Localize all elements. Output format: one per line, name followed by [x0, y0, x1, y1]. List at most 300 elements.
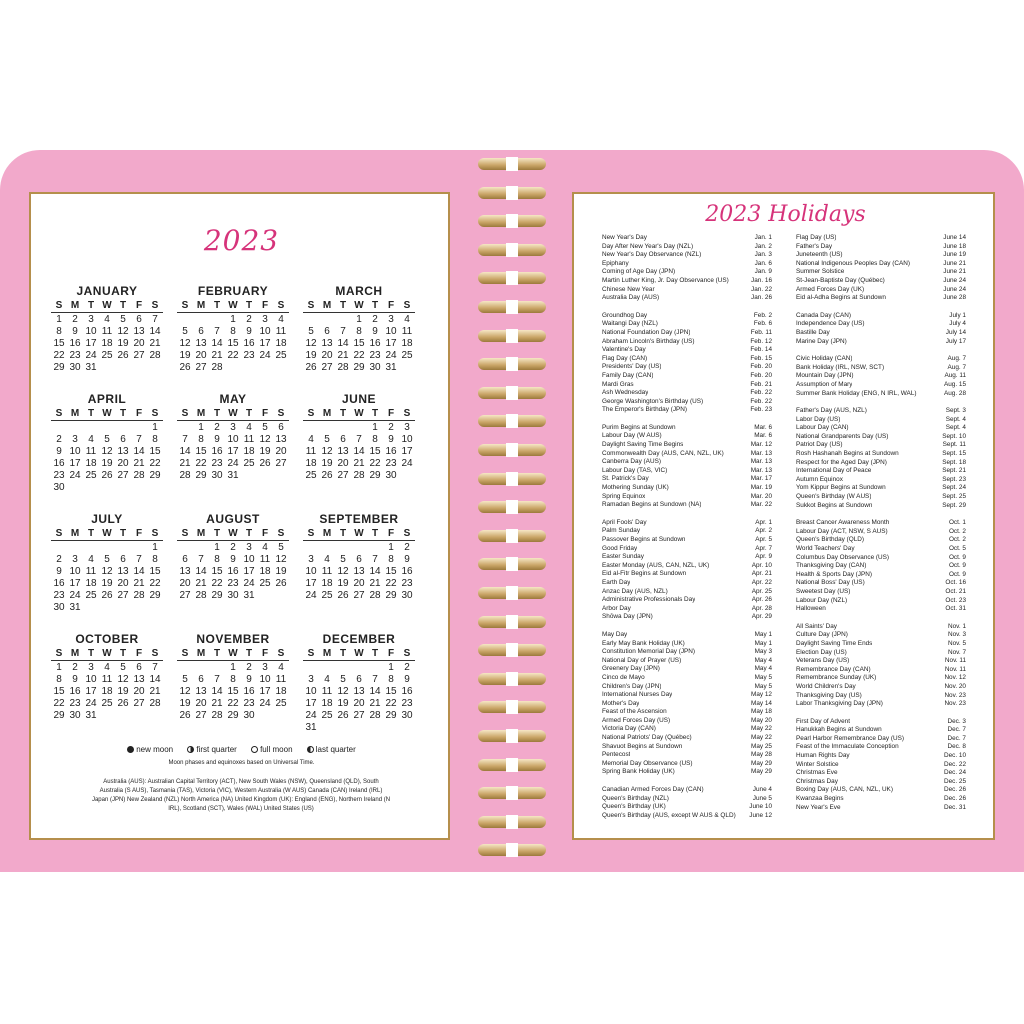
- holiday-row: [602, 613, 772, 622]
- holiday-row: [796, 752, 966, 761]
- day-cell: 12: [305, 338, 317, 349]
- legend-first-quarter: first quarter: [187, 745, 236, 754]
- day-cell: 22: [53, 698, 65, 709]
- holiday-row: [602, 786, 772, 795]
- day-cell: 7: [152, 662, 158, 673]
- day-cell: 28: [195, 590, 207, 601]
- holiday-row: [602, 768, 772, 777]
- day-cell: 18: [275, 338, 287, 349]
- holiday-date: Mar. 20: [750, 492, 772, 500]
- holiday-row: [796, 364, 966, 373]
- holiday-date: Jan. 2: [754, 242, 772, 250]
- holiday-name: Mothering Sunday (UK): [602, 484, 669, 492]
- day-cell: 8: [388, 674, 394, 685]
- empty-cell: [303, 662, 319, 674]
- holiday-name: Father's Day: [796, 242, 833, 250]
- weekday-label: S: [277, 408, 285, 419]
- day-cell: 21: [211, 350, 223, 361]
- empty-cell: [303, 314, 319, 326]
- day-cell: 9: [56, 446, 62, 457]
- month-october: [51, 632, 163, 734]
- day-cell: 5: [340, 554, 346, 565]
- holiday-date: Feb. 21: [750, 380, 772, 388]
- day-cell: 9: [56, 566, 62, 577]
- day-cell: 13: [337, 446, 349, 457]
- day-cell: 8: [152, 554, 158, 565]
- day-cell: 10: [85, 674, 97, 685]
- weekday-label: T: [245, 300, 253, 311]
- holiday-name: Summer Bank Holiday (ENG, N IRL, WAL): [796, 389, 917, 397]
- day-cell: 25: [275, 698, 287, 709]
- day-cell: 27: [275, 458, 287, 469]
- holiday-row: [796, 407, 966, 416]
- holiday-date: Oct. 5: [948, 545, 966, 552]
- holiday-month-group: [796, 519, 966, 614]
- day-cell: 19: [337, 698, 349, 709]
- day-cell: 7: [372, 674, 378, 685]
- day-cell: 4: [104, 662, 110, 673]
- holiday-row: [796, 597, 966, 606]
- day-cell: 8: [388, 554, 394, 565]
- holiday-date: Mar. 17: [750, 475, 772, 483]
- empty-cell: [83, 542, 99, 554]
- day-cell: 20: [133, 338, 145, 349]
- day-cell: 27: [117, 590, 129, 601]
- holiday-name: National Patriots' Day (Québec): [602, 734, 692, 742]
- holiday-row: [796, 769, 966, 778]
- weekday-header: [303, 648, 415, 661]
- empty-cell: [177, 662, 193, 674]
- day-cell: 9: [230, 554, 236, 565]
- holiday-date: Aug. 11: [944, 372, 966, 380]
- day-cell: 9: [404, 554, 410, 565]
- holiday-date: May 29: [751, 768, 772, 776]
- holiday-month-group: [602, 234, 772, 303]
- empty-cell: [131, 542, 147, 554]
- day-cell: 23: [69, 698, 81, 709]
- day-cell: 2: [246, 662, 252, 673]
- holiday-date: Sept. 18: [942, 458, 966, 466]
- day-cell: 4: [246, 422, 252, 433]
- holiday-row: [602, 545, 772, 554]
- month-september: [303, 512, 415, 614]
- day-cell: 16: [53, 578, 65, 589]
- holiday-row: [796, 778, 966, 787]
- holiday-name: Sweetest Day (US): [796, 587, 851, 595]
- weekday-label: S: [55, 528, 63, 539]
- day-cell: 2: [388, 422, 394, 433]
- day-cell: 31: [85, 710, 97, 721]
- holiday-row: [602, 234, 772, 243]
- day-cell: 24: [85, 350, 97, 361]
- weekday-label: W: [354, 528, 364, 539]
- day-cell: 28: [369, 590, 381, 601]
- holiday-row: [796, 666, 966, 675]
- day-cell: 19: [101, 458, 113, 469]
- holiday-name: Daylight Saving Time Ends: [796, 639, 873, 647]
- day-cell: 21: [337, 350, 349, 361]
- holiday-date: Mar. 6: [754, 432, 772, 440]
- day-cell: 20: [353, 698, 365, 709]
- day-cell: 3: [230, 422, 236, 433]
- day-cell: 29: [53, 710, 65, 721]
- holiday-name: Palm Sunday: [602, 527, 641, 535]
- day-cell: 16: [69, 338, 81, 349]
- weekday-label: T: [371, 408, 379, 419]
- holiday-row: [602, 674, 772, 683]
- holiday-row: [602, 406, 772, 415]
- day-cell: 11: [101, 674, 113, 685]
- day-cell: 23: [243, 350, 255, 361]
- month-july: [51, 512, 163, 614]
- holiday-row: [602, 751, 772, 760]
- holiday-row: [602, 700, 772, 709]
- day-cell: 4: [308, 434, 314, 445]
- holiday-date: May 22: [751, 725, 772, 733]
- holiday-row: [602, 631, 772, 640]
- day-cell: 24: [69, 470, 81, 481]
- holiday-row: [796, 286, 966, 295]
- holiday-date: Oct. 21: [945, 587, 966, 595]
- day-cell: 1: [214, 542, 220, 553]
- holiday-row: [602, 475, 772, 484]
- weekday-label: M: [196, 528, 206, 539]
- day-cell: 20: [133, 686, 145, 697]
- spiral-binding: [478, 158, 546, 870]
- day-cell: 30: [227, 590, 239, 601]
- spiral-ring: [478, 673, 546, 686]
- holiday-date: Nov. 20: [944, 682, 966, 690]
- holiday-name: Columbus Day Observance (US): [796, 553, 890, 561]
- empty-cell: [83, 422, 99, 434]
- day-cell: 20: [117, 578, 129, 589]
- day-cell: 11: [243, 434, 255, 445]
- weekday-label: T: [119, 300, 127, 311]
- holiday-name: The Emperor's Birthday (JPN): [602, 406, 688, 414]
- holiday-row: [602, 605, 772, 614]
- day-cell: 1: [152, 422, 158, 433]
- day-cell: 10: [385, 326, 397, 337]
- holiday-name: Armed Forces Day (UK): [796, 285, 865, 293]
- holiday-row: [602, 493, 772, 502]
- day-cell: 17: [69, 578, 81, 589]
- weekday-label: S: [55, 300, 63, 311]
- day-cell: 25: [401, 350, 413, 361]
- day-cell: 21: [195, 578, 207, 589]
- month-name: MAY: [219, 392, 247, 406]
- day-cell: 12: [337, 686, 349, 697]
- day-cell: 26: [337, 710, 349, 721]
- holiday-row: [796, 338, 966, 347]
- holiday-name: Eid al-Fitr Begins at Sundown: [602, 570, 687, 578]
- weekday-label: T: [213, 408, 221, 419]
- weekday-label: F: [261, 300, 269, 311]
- holiday-name: Easter Sunday: [602, 553, 644, 561]
- holidays-title: 2023 Holidays: [705, 202, 866, 227]
- day-cell: 14: [179, 446, 191, 457]
- holiday-name: National Boss' Day (US): [796, 579, 865, 587]
- holiday-date: June 19: [943, 251, 966, 259]
- empty-cell: [351, 422, 367, 434]
- holiday-row: [796, 640, 966, 649]
- day-cell: 1: [152, 542, 158, 553]
- holiday-row: [602, 338, 772, 347]
- holiday-date: May 4: [754, 665, 772, 673]
- holiday-date: Sept. 4: [945, 424, 966, 432]
- day-cell: 3: [262, 662, 268, 673]
- day-cell: 25: [321, 710, 333, 721]
- day-cell: 10: [85, 326, 97, 337]
- holiday-row: [602, 596, 772, 605]
- day-cell: 31: [85, 362, 97, 373]
- holiday-date: June 4: [752, 786, 772, 794]
- day-cell: 13: [133, 674, 145, 685]
- legend-last-quarter: last quarter: [307, 745, 356, 754]
- holiday-name: Commonwealth Day (AUS, CAN, NZL, UK): [602, 449, 724, 457]
- holiday-name: Day After New Year's Day (NZL): [602, 242, 694, 250]
- day-cell: 7: [214, 326, 220, 337]
- holiday-row: [602, 519, 772, 528]
- weekday-label: M: [196, 300, 206, 311]
- day-cell: 25: [85, 590, 97, 601]
- day-cell: 18: [305, 458, 317, 469]
- holiday-date: Oct. 9: [948, 553, 966, 561]
- day-cell: 19: [305, 350, 317, 361]
- day-cell: 31: [227, 470, 239, 481]
- holiday-row: [602, 268, 772, 277]
- weekday-label: T: [245, 528, 253, 539]
- day-cell: 9: [246, 674, 252, 685]
- month-name: SEPTEMBER: [319, 512, 399, 526]
- holiday-name: Breast Cancer Awareness Month: [796, 519, 890, 527]
- day-cell: 28: [211, 710, 223, 721]
- holiday-row: [796, 718, 966, 727]
- day-cell: 19: [321, 458, 333, 469]
- day-cell: 26: [101, 470, 113, 481]
- holiday-month-group: [602, 312, 772, 415]
- day-cell: 25: [259, 578, 271, 589]
- holiday-name: National Day of Prayer (US): [602, 656, 682, 664]
- day-cell: 13: [133, 326, 145, 337]
- holiday-name: Passover Begins at Sundown: [602, 536, 686, 543]
- day-cell: 26: [179, 710, 191, 721]
- holiday-date: May 25: [751, 742, 772, 750]
- day-cell: 15: [227, 338, 239, 349]
- weekday-label: T: [339, 408, 347, 419]
- weekday-label: F: [387, 300, 395, 311]
- holiday-date: Apr. 25: [751, 587, 772, 595]
- holiday-name: Eid al-Adha Begins at Sundown: [796, 294, 886, 302]
- holiday-row: [796, 631, 966, 640]
- region-abbreviations: Australia (AUS): Australian Capital Territory (ACT), New South Wales (NSW), Queensland (QLD), South Australia (S AUS), Tasmania (TAS), Victoria (VIC), Western Australia (W AUS) Canada (CAN) Ireland (IRL) Japan (JPN) New Zealand (NZL) North America (NA) United Kingdom (UK): England (ENG), Northern Ireland (N IRL), Scotland (SCT), Wales (WAL) United States (US): [91, 779, 391, 812]
- day-cell: 20: [195, 350, 207, 361]
- day-cell: 30: [69, 710, 81, 721]
- day-cell: 24: [259, 698, 271, 709]
- day-cell: 1: [230, 314, 236, 325]
- day-cell: 25: [101, 350, 113, 361]
- day-cell: 9: [72, 326, 78, 337]
- month-name: MARCH: [335, 284, 383, 298]
- holiday-name: Thanksgiving Day (CAN): [796, 562, 867, 570]
- empty-cell: [131, 422, 147, 434]
- holiday-name: Shavuot Begins at Sundown: [602, 742, 683, 750]
- day-cell: 18: [243, 446, 255, 457]
- holiday-row: [796, 795, 966, 804]
- spiral-ring: [478, 272, 546, 285]
- empty-cell: [209, 314, 225, 326]
- holiday-name: Administrative Professionals Day: [602, 596, 696, 604]
- day-cell: 19: [179, 698, 191, 709]
- weekday-label: F: [135, 648, 143, 659]
- day-cell: 2: [72, 662, 78, 673]
- weekday-label: S: [181, 648, 189, 659]
- holiday-name: Patriot Day (US): [796, 441, 843, 449]
- holiday-date: Oct. 9: [948, 570, 966, 578]
- day-cell: 9: [404, 674, 410, 685]
- day-cell: 28: [179, 470, 191, 481]
- day-cell: 14: [337, 338, 349, 349]
- holiday-date: Sept. 3: [945, 407, 966, 415]
- day-cell: 27: [337, 470, 349, 481]
- holiday-date: Nov. 11: [944, 657, 966, 665]
- holiday-name: Spring Bank Holiday (UK): [602, 768, 675, 776]
- holiday-name: Kwanzaa Begins: [796, 795, 844, 803]
- spiral-ring: [478, 301, 546, 314]
- holiday-row: [602, 665, 772, 674]
- holiday-date: Apr. 28: [751, 604, 772, 612]
- new-moon-icon: [127, 746, 134, 753]
- weekday-header: [177, 648, 289, 661]
- weekday-label: M: [322, 648, 332, 659]
- day-cell: 7: [372, 554, 378, 565]
- holiday-name: Family Day (CAN): [602, 371, 654, 379]
- weekday-label: S: [307, 408, 315, 419]
- holiday-row: [796, 294, 966, 303]
- day-cell: 11: [101, 326, 113, 337]
- holiday-name: Labour Day (W AUS): [602, 432, 662, 440]
- day-cell: 14: [149, 326, 161, 337]
- holiday-row: [602, 683, 772, 692]
- holiday-date: Nov. 1: [948, 622, 966, 630]
- holiday-date: Nov. 5: [948, 639, 966, 647]
- holiday-name: Purim Begins at Sundown: [602, 423, 676, 431]
- day-cell: 18: [275, 686, 287, 697]
- spiral-ring: [478, 530, 546, 543]
- weekday-label: S: [55, 648, 63, 659]
- day-cell: 9: [72, 674, 78, 685]
- day-cell: 14: [369, 566, 381, 577]
- day-cell: 2: [246, 314, 252, 325]
- day-cell: 17: [305, 578, 317, 589]
- empty-cell: [193, 314, 209, 326]
- holiday-row: [602, 795, 772, 804]
- holiday-row: [796, 372, 966, 381]
- empty-cell: [177, 422, 193, 434]
- holiday-row: [602, 251, 772, 260]
- day-cell: 7: [152, 314, 158, 325]
- day-cell: 17: [385, 338, 397, 349]
- holiday-date: May 5: [754, 682, 772, 690]
- day-grid: [303, 422, 415, 482]
- day-cell: 29: [353, 362, 365, 373]
- day-cell: 19: [117, 686, 129, 697]
- holiday-name: Queen's Birthday (QLD): [796, 536, 864, 544]
- holiday-date: June 24: [943, 285, 966, 293]
- day-cell: 21: [179, 458, 191, 469]
- weekday-header: [303, 408, 415, 421]
- spiral-ring: [478, 358, 546, 371]
- weekday-label: S: [403, 528, 411, 539]
- day-cell: 30: [401, 590, 413, 601]
- empty-cell: [351, 662, 367, 674]
- day-cell: 7: [182, 434, 188, 445]
- empty-cell: [303, 422, 319, 434]
- spiral-ring: [478, 844, 546, 857]
- holiday-row: [602, 760, 772, 769]
- weekday-label: S: [55, 408, 63, 419]
- day-cell: 12: [321, 446, 333, 457]
- day-cell: 18: [101, 686, 113, 697]
- day-cell: 21: [369, 578, 381, 589]
- year-title: 2023: [203, 224, 280, 257]
- day-cell: 3: [246, 542, 252, 553]
- day-cell: 2: [404, 542, 410, 553]
- holiday-name: Civic Holiday (CAN): [796, 355, 853, 363]
- day-cell: 8: [198, 434, 204, 445]
- holiday-name: Summer Solstice: [796, 268, 845, 276]
- holiday-date: Feb. 15: [750, 354, 772, 362]
- day-cell: 24: [305, 590, 317, 601]
- weekday-header: [51, 408, 163, 421]
- day-cell: 16: [53, 458, 65, 469]
- holiday-name: Constitution Memorial Day (JPN): [602, 648, 696, 656]
- holiday-name: Health & Sports Day (JPN): [796, 570, 873, 578]
- day-cell: 2: [230, 542, 236, 553]
- weekday-label: T: [87, 528, 95, 539]
- spiral-ring: [478, 587, 546, 600]
- holiday-row: [796, 743, 966, 752]
- weekday-label: T: [371, 528, 379, 539]
- day-cell: 6: [136, 314, 142, 325]
- holiday-month-group: [602, 424, 772, 510]
- day-cell: 10: [401, 434, 413, 445]
- weekday-label: S: [181, 528, 189, 539]
- holiday-row: [602, 648, 772, 657]
- holiday-row: [602, 536, 772, 545]
- holiday-name: Anzac Day (AUS, NZL): [602, 587, 668, 595]
- day-cell: 29: [195, 470, 207, 481]
- month-name: JANUARY: [76, 284, 138, 298]
- holiday-date: Sept. 10: [942, 432, 966, 440]
- holiday-row: [602, 381, 772, 390]
- weekday-label: T: [119, 648, 127, 659]
- holiday-date: Feb. 2: [753, 311, 772, 319]
- day-cell: 24: [259, 350, 271, 361]
- holiday-row: [796, 243, 966, 252]
- weekday-label: F: [387, 528, 395, 539]
- empty-cell: [319, 422, 335, 434]
- moon-phase-note: Moon phases and equinoxes based on Universal Time.: [168, 760, 315, 766]
- day-cell: 5: [278, 542, 284, 553]
- holiday-name: George Washington's Birthday (US): [602, 397, 704, 405]
- holiday-name: Cinco de Mayo: [602, 673, 645, 681]
- day-cell: 22: [385, 578, 397, 589]
- holiday-row: [796, 562, 966, 571]
- holiday-name: Good Friday: [602, 544, 638, 552]
- day-cell: 2: [56, 554, 62, 565]
- holiday-row: [602, 260, 772, 269]
- day-cell: 17: [259, 686, 271, 697]
